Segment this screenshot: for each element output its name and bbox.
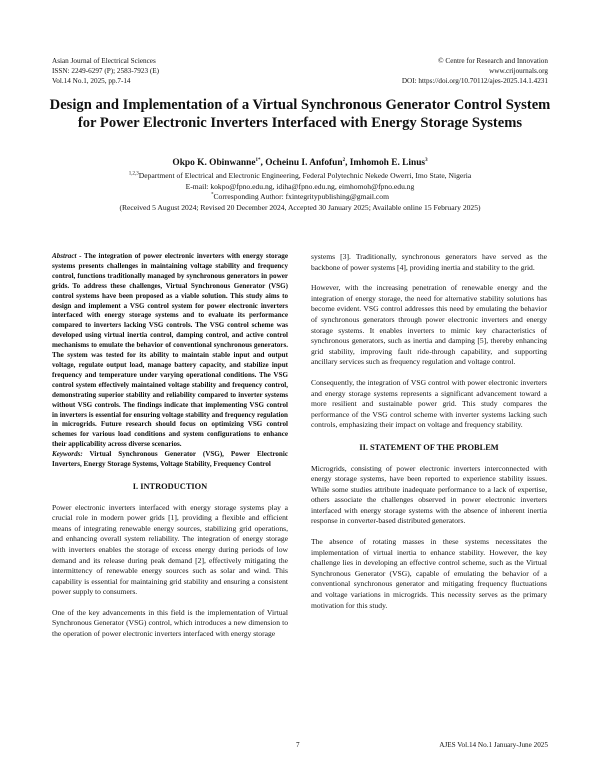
received-dates: (Received 5 August 2024; Revised 20 December 2024, Accepted 30 January 2025; Available online 15 February 2025) bbox=[119, 202, 481, 212]
header-left bbox=[52, 56, 159, 86]
footer-journal: AJES Vol.14 No.1 January-June 2025 bbox=[439, 741, 548, 749]
right-paragraph-3: Consequently, the integration of VSG control with power electronic inverters and energy storage systems represents a significant advancement toward a more resilient and sustainable power grid. This study compares the performance of the VSG control scheme with inverter systems lacking such controls, emphasizing their impact on voltage and frequency stability. bbox=[311, 377, 547, 430]
department: Department of Electrical and Electronic Engineering, Federal Polytechnic Nekede Owerri, Imo State, Nigeria bbox=[138, 171, 472, 180]
keywords bbox=[52, 450, 288, 470]
volume-info: Vol.14 No.1, 2025, pp.7-14 bbox=[52, 77, 131, 85]
author-list bbox=[40, 158, 560, 168]
emails[interactable]: E-mail: kokpo@fpno.edu.ng, idiha@fpno.edu.ng, eimhomoh@fpno.edu.ng bbox=[185, 181, 415, 191]
problem-paragraph-2: The absence of rotating masses in these systems necessitates the implementation of virtual inertia to enhance stability. However, the key challenge lies in developing an effective control scheme, such as the Virtual Synchronous Generator (VSG), capable of emulating the behavior of a conventional synchronous generator and mitigating frequency fluctuations and voltage variations in microgrids. This necessity serves as the primary motivation for this study. bbox=[311, 537, 547, 610]
affiliation-sup: 1,2,3 bbox=[128, 171, 139, 177]
header-right bbox=[402, 56, 548, 86]
author-3-sup: 3 bbox=[425, 157, 428, 163]
abstract-text: The integration of power electronic inverters with energy storage systems presents challenges in maintaining voltage stability and frequency control, functions traditionally managed by synchronous generators in power grids. To address these challenges, Virtual Synchronous Generator (VSG) control systems have been proposed as a viable solution. This study aims to design and implement a VSG control system for power electronic inverters interfaced with energy storage systems and to evaluate its performance compared to inverters lacking VSG controls. The VSG control scheme was developed using virtual inertia control, damping control, and active control mechanisms to emulate the behavior of conventional synchronous generators. The system was tested for its ability to maintain stable input and output voltage, regulate output load, manage battery capacity, and stabilize input frequency and temperature under varying operational conditions. The VSG control system effectively maintained voltage stability and frequency control, demonstrating superior stability and reliability compared to inverter systems without VSG controls. The findings indicate that implementing VSG control in inverters is essential for ensuring voltage stability and frequency regulation in microgrids. Future research should focus on optimizing VSG control schemes for various load conditions and system configurations to enhance their applicability across diverse scenarios. bbox=[52, 252, 288, 449]
author-1: Okpo K. Obinwanne bbox=[172, 158, 256, 168]
section-heading-intro: I. INTRODUCTION bbox=[132, 481, 208, 491]
author-3: , Imhomoh E. Linus bbox=[345, 158, 426, 168]
author-1-sup: 1* bbox=[255, 157, 261, 163]
problem-paragraph-1: Microgrids, consisting of power electronic inverters interconnected with energy storage systems, have been reported to experience stability issues. While some studies attribute inadequate performance to a lack of expertise, others associate the challenges observed in power electronic inverters interfaced with energy storage systems with the absence of inherent inertia response in converter-based distributed generators. bbox=[311, 463, 547, 526]
left-column bbox=[52, 252, 288, 650]
page-number: 7 bbox=[296, 741, 300, 749]
corresponding-author[interactable]: Corresponding Author: fxintegritypublishing@gmail.com bbox=[213, 192, 390, 202]
right-paragraph-1: systems [3]. Traditionally, synchronous generators have served as the backbone of power systems [4], providing inertia and stability to the grid. bbox=[311, 252, 547, 272]
right-column bbox=[311, 252, 547, 621]
author-2-sup: 2 bbox=[342, 157, 346, 163]
doi-link[interactable]: DOI: https://doi.org/10.70112/ajes-2025.14.1.4231 bbox=[401, 77, 548, 85]
affiliation-block bbox=[40, 171, 560, 213]
website-link[interactable]: www.crijournals.org bbox=[489, 67, 548, 75]
intro-paragraph-1: Power electronic inverters interfaced with energy storage systems play a crucial role in modern power grids [1], providing a flexible and efficient means of integrating renewable energy sources, stabilizing grid operations, and enhancing overall system reliability. The integration of energy storage with inverters enables the storage of excess energy during periods of low demand and its release during peak demand [2], effectively mitigating the intermittency of renewable energy sources such as solar and wind. This capability is essential for maintaining grid stability and ensuring a consistent power supply to consumers. bbox=[52, 502, 288, 597]
right-paragraph-2: However, with the increasing penetration of renewable energy and the integration of energy storage, the need for alternative stability solutions has become evident. VSG control addresses this need by emulating the behavior of synchronous generators through power electronic inverters and energy storage systems. It enables inverters to mimic key characteristics of synchronous generators, such as inertia and damping [5], thereby enhancing grid stability, improving fault ride-through capability, and supporting ancillary services such as frequency regulation and voltage control. bbox=[311, 283, 547, 367]
abstract bbox=[52, 252, 288, 450]
author-2: , Ocheinu I. Anfofun bbox=[260, 158, 343, 168]
section-heading-problem: II. STATEMENT OF THE PROBLEM bbox=[359, 442, 499, 452]
abstract-label: Abstract - bbox=[52, 252, 82, 260]
journal-name: Asian Journal of Electrical Sciences bbox=[52, 57, 156, 65]
keywords-label: Keywords: bbox=[52, 450, 83, 459]
paper-title: Design and Implementation of a Virtual Synchronous Generator Control System for Power Electronic Inverters Interfaced with Energy Storage Systems bbox=[49, 97, 551, 131]
keywords-text: Virtual Synchronous Generator (VSG), Power Electronic Inverters, Energy Storage Systems, Voltage Stability, Frequency Control bbox=[52, 450, 288, 469]
copyright: © Centre for Research and Innovation bbox=[438, 57, 548, 65]
intro-paragraph-2: One of the key advancements in this field is the implementation of Virtual Synchronous Generator (VSG) control, which introduces a new dimension to the operation of power electronic inverters interfaced with energy storage bbox=[52, 607, 288, 639]
issn: ISSN: 2249-6297 (P); 2583-7923 (E) bbox=[52, 67, 160, 75]
corresponding-sup: * bbox=[210, 192, 214, 198]
